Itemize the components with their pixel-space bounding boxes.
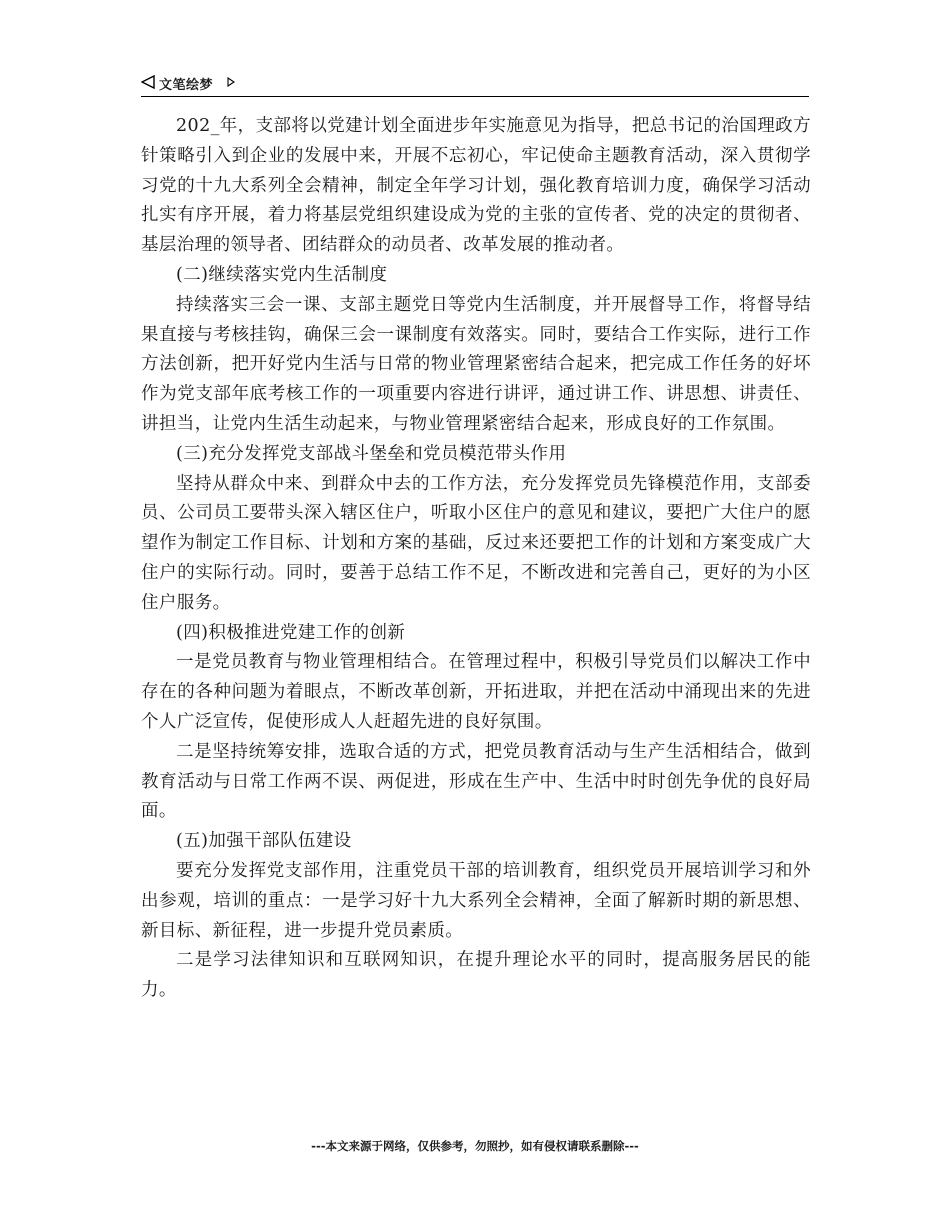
section-heading: (三)充分发挥党支部战斗堡垒和党员模范带头作用 (176, 443, 567, 464)
paragraph: 一是党员教育与物业管理相结合。在管理过程中，积极引导党员们以解决工作中存在的各种问题为着眼点，不断改革创新，开拓进取，并把在活动中涌现出来的先进个人广泛宣传，促使形成人人赶超先进的良好氛围。 (141, 652, 811, 732)
header-brand: 文笔绘梦 (159, 78, 214, 93)
page-footer-disclaimer: ---本文来源于网络，仅供参考，勿照抄，如有侵权请联系删除--- (311, 1139, 639, 1153)
paragraph: 二是学习法律知识和互联网知识，在提升理论水平的同时，提高服务居民的能力。 (141, 950, 811, 1001)
document-body (141, 112, 811, 1006)
paragraph: 202_年，支部将以党建计划全面进步年实施意见为指导，把总书记的治国理政方针策略引入到企业的发展中来，开展不忘初心，牢记使命主题教育活动，深入贯彻学习党的十九大系列全会精神，制定全年学习计划，强化教育培训力度，确保学习活动扎实有序开展，着力将基层党组织建设成为党的主张的宣传者、党的决定的贯彻者、基层治理的领导者、团结群众的动员者、改革发展的推动者。 (141, 116, 811, 256)
paragraph: 坚持从群众中来、到群众中去的工作方法，充分发挥党员先锋模范作用，支部委员、公司员工要带头深入辖区住户，听取小区住户的意见和建议，要把广大住户的愿望作为制定工作目标、计划和方案的基础，反过来还要把工作的计划和方案变成广大住户的实际行动。同时，要善于总结工作不足，不断改进和完善自己，更好的为小区住户服务。 (141, 473, 811, 613)
page-header (141, 72, 809, 97)
paragraph: 二是坚持统筹安排，选取合适的方式，把党员教育活动与生产生活相结合，做到教育活动与日常工作两不误、两促进，形成在生产中、生活中时时创先争优的良好局面。 (141, 741, 811, 822)
triangle-left-icon (141, 75, 155, 89)
section-heading: (四)积极推进党建工作的创新 (176, 622, 406, 643)
paragraph: 要充分发挥党支部作用，注重党员干部的培训教育，组织党员开展培训学习和外出参观，培训的重点：一是学习好十九大系列全会精神，全面了解新时期的新思想、新目标、新征程，进一步提升党员素质。 (141, 860, 811, 941)
triangle-right-icon (227, 77, 235, 87)
section-heading: (二)继续落实党内生活制度 (176, 264, 388, 285)
paragraph: 持续落实三会一课、支部主题党日等党内生活制度，并开展督导工作，将督导结果直接与考核挂钩，确保三会一课制度有效落实。同时，要结合工作实际，进行工作方法创新，把开好党内生活与日常的物业管理紧密结合起来，把完成工作任务的好坏作为党支部年底考核工作的一项重要内容进行讲评，通过讲工作、讲思想、讲责任、讲担当，让党内生活生动起来，与物业管理紧密结合起来，形成良好的工作氛围。 (141, 294, 811, 434)
section-heading: (五)加强干部队伍建设 (176, 831, 352, 852)
